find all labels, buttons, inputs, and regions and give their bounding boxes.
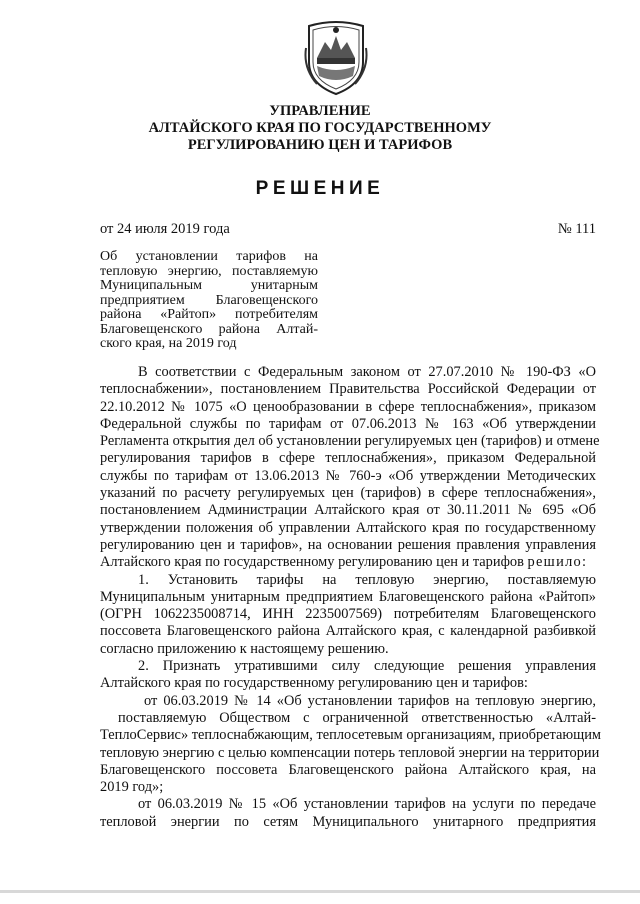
resolution-word: решило [527,554,583,571]
body-line: В соответствии с Федеральным законом от 27.07.2010 № 190-ФЗ «О [138,364,596,380]
body-line: утверждении положения об управлении Алтайского края по государственному [100,519,596,536]
body-line: от 06.03.2019 № 14 «Об установлении тарифов на тепловую энергию, [144,692,596,709]
document-number: № 111 [557,221,596,237]
body-line: указаний по расчету регулируемых цен (тарифов) в сфере теплоснабжения», [100,485,596,502]
decision-body [100,364,602,831]
subject-line: тепловую энергию, поставляемую [100,263,318,279]
body-line: Регламента открытия дел об установлении регулируемых цен (тарифов) и отмене [100,433,600,450]
subject-line: ского края, на 2019 год [100,336,237,351]
body-line: Алтайского края по государственному регулированию цен и тарифов решило: [100,554,587,571]
agency-name [0,103,640,154]
body-line: ТеплоСервис» теплоснабжающим, теплосетевым организациям, приобретающим [100,727,602,744]
body-line: регулирования тарифов в сфере теплоснабжения», приказом Федеральной [100,450,596,467]
body-line: Алтайского края по государственному регулированию цен и тарифов: [100,675,528,692]
document-title: РЕШЕНИЕ [255,178,385,199]
body-line: Федеральной службы по тарифам от 07.06.2013 № 163 «Об утверждении [100,415,596,432]
body-line-text: Алтайского края по государственному регулированию цен и тарифов [100,554,524,571]
body-line: службы по тарифам от 13.06.2013 № 760-э «Об утверждении Методических [100,467,596,484]
subject-line: района «Райтоп» потребителям [100,307,318,322]
subject-line: Об установлении тарифов на [100,249,318,264]
body-line: тепловую энергию с целью компенсации потерь тепловой энергии на территории [100,744,600,761]
body-line: теплоснабжении», постановлением Правительства Российской Федерации от [100,381,596,398]
body-line: постановлением Администрации Алтайского края от 30.11.2011 № 695 «Об [100,502,596,519]
scan-edge [0,890,640,893]
body-line: 2019 год»; [100,779,164,796]
body-line: 1. Установить тарифы на тепловую энергию, поставляемую [138,571,596,588]
body-line: поставляемую Обществом с ограниченной ответственностью «Алтай- [118,709,596,726]
subject-line: Муниципальным унитарным [100,278,318,293]
coat-of-arms-icon [303,18,369,96]
agency-line: УПРАВЛЕНИЕ [269,103,371,119]
body-line: (ОГРН 1062235008714, ИНН 2235007569) потребителям Благовещенского [100,606,596,623]
document-date: от 24 июля 2019 года [100,221,230,237]
body-line: 22.10.2012 № 1075 «О ценообразовании в сфере теплоснабжения», приказом [100,398,596,415]
body-line: регулированию цен и тарифов», на основании решения правления управления [100,536,596,553]
body-line: Благовещенского поссовета Благовещенского района Алтайского края, на [100,761,596,778]
agency-line: РЕГУЛИРОВАНИЮ ЦЕН И ТАРИФОВ [187,137,453,153]
body-line: Муниципальным унитарным предприятием Благовещенского района «Райтоп» [100,588,596,605]
decision-subject [100,250,318,352]
subject-line: Благовещенского района Алтай- [100,321,318,337]
body-line: от 06.03.2019 № 15 «Об установлении тарифов на услуги по передаче [138,796,596,813]
body-line: 2. Признать утратившими силу следующие решения управления [138,658,596,675]
subject-line: предприятием Благовещенского [100,292,318,308]
body-line: согласно приложению к настоящему решению. [100,640,389,657]
agency-line: АЛТАЙСКОГО КРАЯ ПО ГОСУДАРСТВЕННОМУ [148,120,492,136]
body-line: поссовета Благовещенского района Алтайского края, с календарной разбивкой [100,623,596,640]
body-line: тепловой энергии по сетям Муниципального унитарного предприятия [100,813,596,830]
